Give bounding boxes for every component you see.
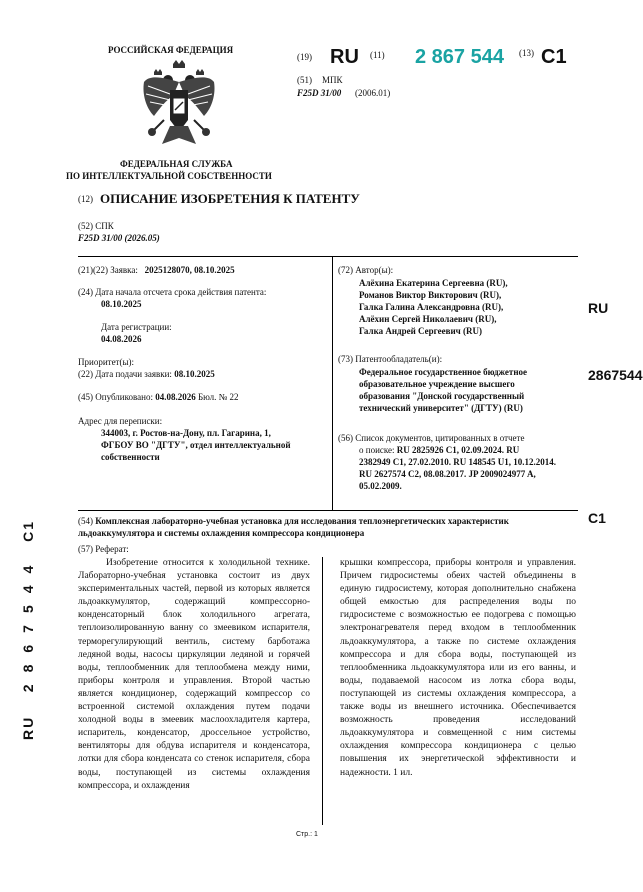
country-name: РОССИЙСКАЯ ФЕДЕРАЦИЯ [108,45,234,55]
code-51: (51) [297,75,312,85]
authors-code: (72) [338,265,353,275]
abstract-code: (57) [78,544,93,554]
side-digits: 2867544 [588,367,643,383]
address-label: Адрес для переписки: [78,416,163,426]
side-kind: C1 [588,510,606,526]
mpk-date: (2006.01) [355,88,391,98]
title-code: (54) [78,516,93,526]
author-name: Алёхина Екатерина Сергеевна (RU), [359,278,508,288]
abstract-right-text: крышки компрессора, приборы контроля и управления. Причем гидросистемы обеих частей объединены в единую гидросистему, которая дополнительно снабжена общей емкостью для распределения воды по гидросистеме с возможностью ее подогрева с помощью электронагревателя перед входом в теплообменник льдоаккумулятора, а также по системе охлаждения компрессора и для сбора воды, поступающей из теплообменника льдоаккумулятора или из его ванны, и воды, подаваемой насосом из лотка сбора воды, поступающей из системы охлаждения компрессора, а также воды из внешнего источника. Обеспечивается возможность проведения исследований льдоаккумулятора и совмещенной с ним системы охлаждения компрессора кондиционера с целью повышения их энергетической эффективности и надежности. 1 ил. [340,558,576,778]
mpk-class: F25D 31/00 [297,88,342,98]
owner-line: образовательное учреждение высшего [359,379,515,389]
author-name: Галка Галина Александровна (RU), [359,302,504,312]
author-name: Алёхин Сергей Николаевич (RU), [359,314,497,324]
app-code: (21)(22) [78,265,108,275]
owner-line: технический университет" (ДГТУ) (RU) [359,403,523,413]
spk-value: F25D 31/00 (2026.05) [78,233,160,243]
cited-line: RU 2627574 C2, 08.08.2017. JP 2009024977 A, [359,469,536,479]
kind-code: C1 [541,46,567,68]
patent-number: 2 867 544 [415,46,504,68]
term-value: 08.10.2025 [101,299,142,309]
owner-code: (73) [338,354,353,364]
published-label: Опубликовано: [95,392,153,402]
author-name: Галка Андрей Сергеевич (RU) [359,326,482,336]
side-number-left [20,520,38,740]
address-line1: 344003, г. Ростов-на-Дону, пл. Гагарина, 1, [101,428,271,438]
doc-type-title: ОПИСАНИЕ ИЗОБРЕТЕНИЯ К ПАТЕНТУ [100,191,360,206]
coat-of-arms-emblem [140,60,218,152]
cited-label-2: о поиске: [359,445,395,455]
owner-label: Патентообладатель(и): [355,354,443,364]
spk-label: СПК [95,221,114,231]
abstract-left-text: Изобретение относится к холодильной технике. Лабораторно-учебная установка состоит из двух экспериментальных частей, первой из которых является льдоаккумулятор, содержащий компрессорно-конденсаторный блок холодильного агрегата, теплоизолированную ванну со змеевиком испарителя, терморегулирующий вентиль, систему барботажа ледяной воды, насосы циркуляции ледяной и горячей воды, теплообменник для теплообмена между ними, приборы контроля и управления. Второй частью является кондиционер, содержащий компрессор со встроенной системой охлаждения путем подачи холодной воды в змеевик маслоохладителя картера, испаритель, конденсатор, дроссельное устройство, вентиляторы для обдува испарителя и конденсатора, лотки для сбора конденсата со стенок испарителя, сбора воды, поступающей из системы охлаждения компрессора, и охлаждения [78,558,310,791]
priority-value: 08.10.2025 [174,369,215,379]
cited-line: 05.02.2009. [359,481,402,491]
side-left-ru: RU [20,715,36,740]
bulletin-number: Бюл. № 22 [197,392,239,402]
abstract-label: Реферат: [95,544,129,554]
term-code: (24) [78,287,93,297]
term-label: Дата начала отсчета срока действия патента: [95,287,267,297]
code-11: (11) [370,50,385,60]
cited-code: (56) [338,433,353,443]
cited-line: RU 2825926 C1, 02.09.2024. RU [396,445,520,455]
doc-type-code: (12) [78,194,93,204]
side-digits-right [588,366,643,385]
published-value: 04.08.2026 [155,392,196,402]
side-kind-right [588,510,606,527]
side-left-kind: C1 [20,520,36,542]
side-ru: RU [588,300,609,316]
country-code-ru: RU [330,46,359,68]
priority-label: Приоритет(ы): [78,357,135,367]
published-code: (45) [78,392,93,402]
author-name: Романов Виктор Викторович (RU), [359,290,502,300]
priority-code: (22) [78,369,93,379]
title-line2: льдоаккумулятора и системы охлаждения компрессора кондиционера [78,528,365,538]
page-number: Стр.: 1 [296,831,318,838]
code-13: (13) [519,48,534,58]
side-left-digits: 2867544 [20,553,36,693]
office-name-line1: ФЕДЕРАЛЬНАЯ СЛУЖБА [120,159,233,169]
address-line3: собственности [101,452,160,462]
owner-line: образования "Донской государственный [359,391,525,401]
authors-label: Автор(ы): [355,265,394,275]
address-line2: ФГБОУ ВО "ДГТУ", отдел интеллектуальной [101,440,291,450]
app-value: 2025128070, 08.10.2025 [144,265,235,275]
owner-line: Федеральное государственное бюджетное [359,367,528,377]
office-name-line2: ПО ИНТЕЛЛЕКТУАЛЬНОЙ СОБСТВЕННОСТИ [66,171,272,181]
cited-label: Список документов, цитированных в отчете [355,433,525,443]
mpk-label: МПК [322,75,343,85]
cited-line: 2382949 C1, 27.02.2010. RU 148545 U1, 10.12.2014. [359,457,556,467]
side-number-right [588,300,609,317]
title-line1: Комплексная лабораторно-учебная установка для исследования теплоэнергетических характеристик [95,516,509,526]
app-label: Заявка: [110,265,138,275]
priority-filing-label: Дата подачи заявки: [95,369,172,379]
code-19: (19) [297,52,312,62]
spk-code: (52) [78,221,93,231]
registration-label: Дата регистрации: [101,322,172,332]
registration-value: 04.08.2026 [101,334,142,344]
